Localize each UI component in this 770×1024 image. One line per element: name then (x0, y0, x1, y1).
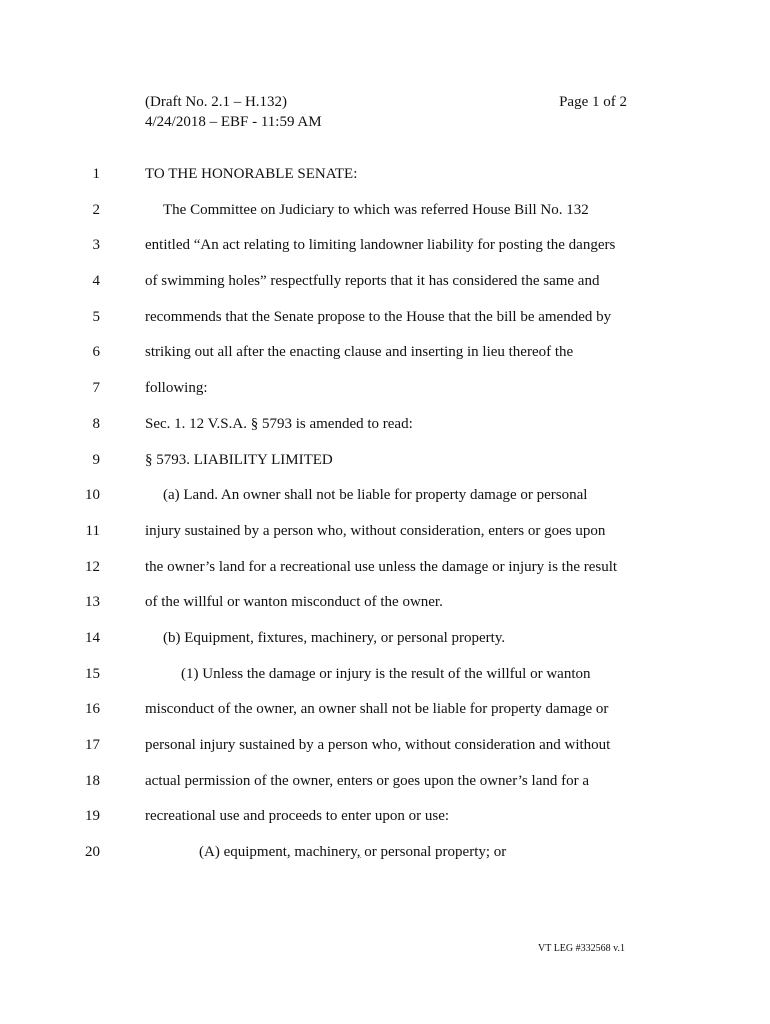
line-4 (0, 271, 770, 307)
line-text: of the willful or wanton misconduct of the owner. (145, 594, 443, 611)
line-17 (0, 735, 770, 771)
line-number: 8 (92, 415, 100, 432)
draft-date: 4/24/2018 – EBF - 11:59 AM (145, 114, 322, 130)
line-text: Sec. 1. 12 V.S.A. § 5793 is amended to read: (145, 415, 413, 432)
line-text: recreational use and proceeds to enter upon or use: (145, 808, 450, 825)
page-indicator: Page 1 of 2 (559, 94, 627, 110)
line-number: 1 (92, 166, 100, 182)
line-12 (0, 557, 770, 593)
line-number: 10 (85, 487, 100, 504)
line-number: 5 (92, 308, 100, 325)
line-18 (0, 771, 770, 807)
line-text (145, 628, 505, 648)
line-number: 16 (85, 701, 100, 718)
line-11 (0, 521, 770, 557)
inserted-comma: , (356, 844, 361, 861)
line-number: 20 (85, 844, 100, 861)
draft-label: (Draft No. 2.1 – H.132) (145, 94, 288, 110)
line-7 (0, 378, 770, 414)
line-number: 18 (85, 772, 100, 789)
line-text: recommends that the Senate propose to the House that the bill be amended by (145, 308, 612, 325)
line-text: The Committee on Judiciary to which was referred House Bill No. 132 (163, 201, 589, 218)
line-text-before: (b) Equipment, fixtures, machinery (163, 629, 374, 646)
line-number: 3 (92, 237, 100, 254)
document-header (145, 92, 322, 132)
line-2 (0, 200, 770, 236)
line-text: of swimming holes” respectfully reports that it has considered the same and (145, 273, 600, 290)
line-9 (0, 450, 770, 486)
line-13 (0, 592, 770, 628)
line-text: following: (145, 380, 208, 397)
line-number: 15 (85, 665, 100, 682)
line-15 (0, 664, 770, 700)
inserted-comma: , (373, 629, 377, 646)
line-text: striking out all after the enacting clause and inserting in lieu thereof the (145, 344, 574, 361)
line-5 (0, 307, 770, 343)
line-10 (0, 485, 770, 521)
line-number: 2 (92, 201, 100, 218)
numbered-lines (0, 164, 770, 878)
line-text: injury sustained by a person who, without consideration, enters or goes upon (145, 522, 606, 539)
line-text: entitled “An act relating to limiting landowner liability for posting the dangers (145, 237, 616, 254)
line-text: (a) Land. An owner shall not be liable for property damage or personal (163, 487, 588, 504)
line-number: 7 (92, 380, 100, 397)
line-text: actual permission of the owner, enters or goes upon the owner’s land for a (145, 772, 589, 789)
line-3 (0, 235, 770, 271)
line-text: the owner’s land for a recreational use unless the damage or injury is the result (145, 558, 618, 575)
line-text-after: or personal property. (376, 629, 506, 646)
document-id-footer: VT LEG #332568 v.1 (538, 943, 625, 954)
line-number: 17 (85, 737, 100, 753)
line-text-before: (A) equipment, machinery (199, 844, 357, 861)
line-number: 11 (85, 522, 100, 539)
line-number: 6 (92, 344, 100, 361)
line-number: 13 (85, 594, 100, 611)
line-20 (0, 842, 770, 878)
line-text-after: or personal property; or (360, 844, 507, 861)
line-number: 14 (85, 629, 100, 646)
line-number: 4 (92, 273, 100, 290)
line-number: 9 (92, 451, 100, 468)
line-16 (0, 699, 770, 735)
line-6 (0, 342, 770, 378)
line-text: personal injury sustained by a person who, without consideration and without (145, 737, 611, 753)
line-1 (0, 164, 770, 200)
line-text: § 5793. LIABILITY LIMITED (145, 451, 333, 468)
line-number: 12 (85, 558, 100, 575)
line-text: TO THE HONORABLE SENATE: (145, 166, 358, 182)
line-number: 19 (85, 808, 100, 825)
line-text (145, 842, 506, 862)
line-text: misconduct of the owner, an owner shall not be liable for property damage or (145, 701, 609, 718)
line-14 (0, 628, 770, 664)
line-19 (0, 806, 770, 842)
line-8 (0, 414, 770, 450)
line-text: (1) Unless the damage or injury is the result of the willful or wanton (181, 665, 591, 682)
